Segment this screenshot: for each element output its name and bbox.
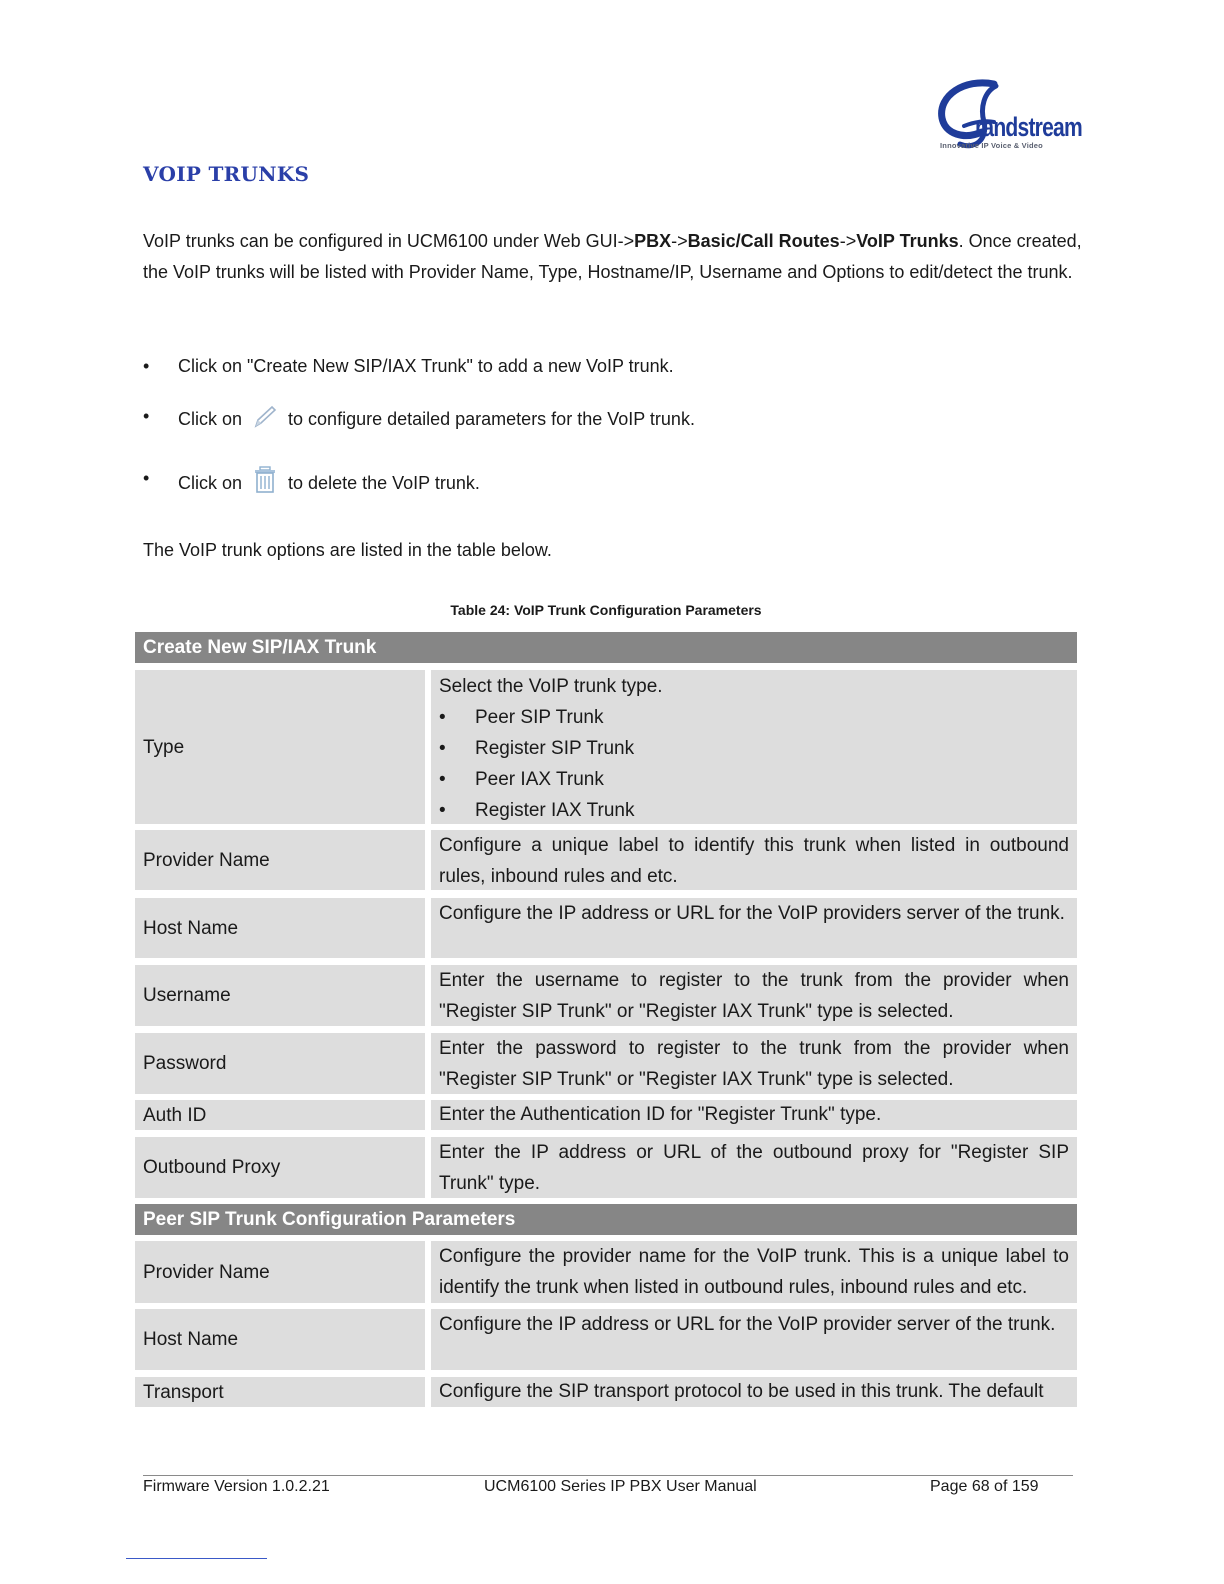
param-desc-host: Configure the IP address or URL for the VoIP providers server of the trunk. [431,898,1077,958]
intro-paragraph [143,226,1083,288]
intro-suffix: . Once created, the VoIP trunks will be listed with Provider Name, Type, Hostname/IP, Username and Options to edit/detect the trunk. [143,231,1082,282]
intro-sep: -> [671,231,688,251]
param-desc-proxy: Enter the IP address or URL of the outbound proxy for "Register SIP Trunk" type. [431,1137,1077,1198]
section-header-create: Create New SIP/IAX Trunk [135,632,1077,663]
logo-wordmark: randstream [975,112,1082,142]
list-item: • Register IAX Trunk [439,795,1069,826]
intro-bold-routes: Basic/Call Routes [687,231,840,251]
param-desc-provider: Configure a unique label to identify this trunk when listed in outbound rules, inbound rules and etc. [431,830,1077,890]
bullet-suffix: to delete the VoIP trunk. [288,473,480,493]
bullet-prefix: Click on [178,409,243,429]
bullet-suffix: to configure detailed parameters for the VoIP trunk. [288,409,695,429]
footer-page-number: Page 68 of 159 [930,1478,1039,1495]
param-name-type: Type [135,670,425,824]
bullet-text [178,466,480,495]
param-name-password: Password [135,1033,425,1094]
table-intro: The VoIP trunk options are listed in the table below. [143,540,552,560]
footer-manual-title: UCM6100 Series IP PBX User Manual [484,1478,757,1495]
trash-icon [252,466,278,492]
intro-prefix: VoIP trunks can be configured in UCM6100 under Web GUI-> [143,231,635,251]
bottom-link-underline [126,1558,267,1559]
param-name-peer-host: Host Name [135,1309,425,1370]
param-desc-transport: Configure the SIP transport protocol to be used in this trunk. The default [431,1377,1077,1407]
bullet-prefix: Click on [178,473,243,493]
param-name-host: Host Name [135,898,425,958]
section-title: VOIP TRUNKS [143,162,310,186]
footer-firmware: Firmware Version 1.0.2.21 [143,1478,330,1495]
type-options-list [439,702,1069,826]
param-desc-peer-host: Configure the IP address or URL for the VoIP provider server of the trunk. [431,1309,1077,1370]
bullet-dot: • [143,406,150,426]
section-header-peer-sip: Peer SIP Trunk Configuration Parameters [135,1204,1077,1235]
pencil-icon [252,404,278,430]
logo-tagline: Innovative IP Voice & Video [940,141,1043,150]
param-name-transport: Transport [135,1377,425,1407]
param-desc-password: Enter the password to register to the trunk from the provider when "Register SIP Trunk" or "Register IAX Trunk" type is selected. [431,1033,1077,1094]
intro-bold-trunks: VoIP Trunks [856,231,959,251]
list-item: • Peer SIP Trunk [439,702,1069,733]
intro-sep: -> [839,231,857,251]
bullet-text [178,404,695,431]
bullet-dot: • [143,356,150,376]
table-caption: Table 24: VoIP Trunk Configuration Parameters [450,602,762,618]
param-desc-username: Enter the username to register to the trunk from the provider when "Register SIP Trunk" or "Register IAX Trunk" type is selected. [431,965,1077,1026]
bullet-text: Click on "Create New SIP/IAX Trunk" to add a new VoIP trunk. [178,356,674,376]
list-item: • Register SIP Trunk [439,733,1069,764]
param-name-username: Username [135,965,425,1026]
intro-bold-pbx: PBX [634,231,672,251]
param-name-peer-provider: Provider Name [135,1241,425,1303]
footer-divider [143,1475,1073,1476]
list-item: • Peer IAX Trunk [439,764,1069,795]
param-desc-text: Select the VoIP trunk type. [439,676,663,697]
param-name-proxy: Outbound Proxy [135,1137,425,1198]
param-name-provider: Provider Name [135,830,425,890]
param-desc-type [431,670,1077,824]
param-name-authid: Auth ID [135,1100,425,1130]
param-desc-authid: Enter the Authentication ID for "Register Trunk" type. [431,1100,1077,1130]
param-desc-peer-provider: Configure the provider name for the VoIP trunk. This is a unique label to identify the trunk when listed in outbound rules, inbound rules and etc. [431,1241,1077,1303]
bullet-dot: • [143,468,150,488]
